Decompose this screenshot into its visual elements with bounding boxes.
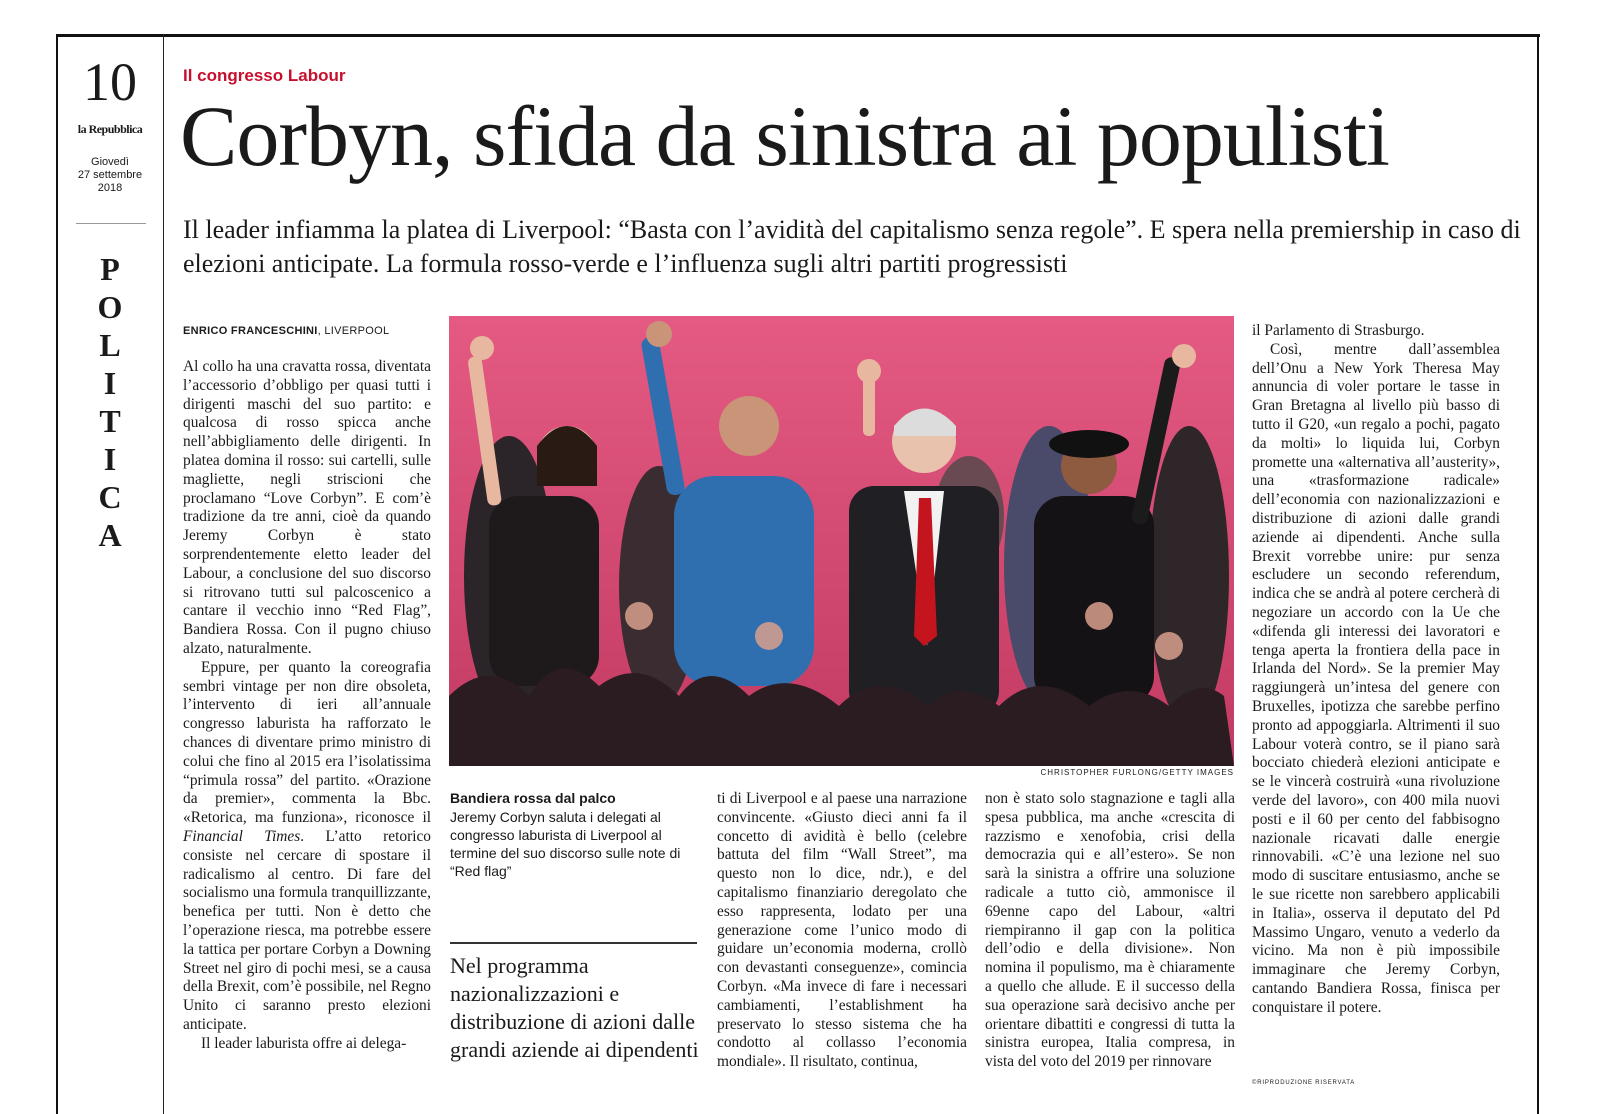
left-border	[56, 34, 58, 1114]
article-paragraph	[183, 659, 431, 1035]
article-text: . L’atto retorico consiste nel cercare di spostare il radicalismo al centro. Di fare del socialismo una formula tranquillizzante, benefica per tutti. Non è detto che l’operazione riesca, ma potrebbe essere la tattica per portare Corbyn a Downing Street nel giro di pochi mesi, se a causa della Brexit, com’è possibile, nel Regno Unito ci saranno presto elezioni anticipate.	[183, 827, 431, 1033]
section-letter: I	[103, 365, 117, 401]
article-column-3	[717, 790, 967, 1072]
article-italic-text: Financial Times	[183, 827, 301, 845]
article-column-1	[183, 358, 431, 1053]
pullquote-rule	[450, 942, 697, 944]
right-border	[1537, 34, 1539, 1114]
page-number: 10	[83, 52, 137, 112]
article-paragraph: ti di Liverpool e al paese una narrazione convincente. «Giusto dieci anni fa il concetto di avidità è bello (celebre battuta del film “Wall Street”, ma questo non lo dice, ndr.), e del capitalismo finanziario deregolato che esso rappresenta, lodato per una generazione come l’unico modo di guidare un’economia moderna, crollò con devastanti conseguenze», comincia Corbyn. «Ma invece di fare i necessari cambiamenti, l’establishment ha preservato lo stesso sistema che ha condotto al collasso l’economia mondiale». Il risultato, continua,	[717, 790, 967, 1071]
byline-author: ENRICO FRANCESCHINI	[183, 325, 318, 337]
headline: Corbyn, sfida da sinistra ai populisti	[180, 88, 1389, 184]
byline-location: , LIVERPOOL	[317, 325, 390, 337]
rail-separator	[76, 223, 146, 224]
article-paragraph: non è stato solo stagnazione e tagli alla spesa pubblica, ma anche «crescita di razzismo e xenofobia, crisi della democrazia qui e all’estero». Se non sarà la sinistra a offrire una soluzione radicale a tutto ciò, ammonisce il 69enne capo del Labour, «altri riempiranno il gap con la politica dell’odio e della divisione». Non nomina il populismo, ma è chiaramente a quello che allude. E il successo della sua operazione sarà decisivo anche per orientare dibattiti e congressi di tutta la sinistra europea, Italia compresa, in vista del voto del 2019 per rinnovare	[985, 790, 1235, 1071]
rail-divider	[163, 34, 164, 1114]
article-text: Eppure, per quanto la coreografia sembri vintage per non dire obsoleta, l’intervento di ieri all’annuale congresso laburista ha rafforzato le chances di diventare primo ministro di colui che fino al 2015 era l’isolatissima “primula rossa” del partito. «Orazione da premier», commenta la Bbc. «Retorica, ma funziona», riconosce il	[183, 658, 431, 827]
section-letter: O	[97, 289, 123, 325]
article-paragraph: Così, mentre dall’assemblea dell’Onu a New York Theresa May annuncia di voler portare le tasse in Gran Bretagna al livello più basso di tutto il G20, «un regalo a pochi, pagato da molti» lo liquida lui, Corbyn promette una «alternativa all’austerity», una «trasformazione radicale» dell’economia con nazionalizzazioni e distribuzione di azioni dalle grandi aziende ai dipendenti. Anche sulla Brexit vorrebbe unire: pur senza escludere un secondo referendum, indica che se andrà al potere cercherà di negoziare un accordo con la Ue che «difenda gli interessi dei lavoratori e tenga aperta la frontiera della pace in Irlanda del Nord». Se la premier May raggiungerà un’intesa del genere con Bruxelles, ipotizza che sarebbe perfino pronto ad appoggiarla. Altrimenti il suo Labour voterà contro, se il piano sarà bocciato chiederà elezioni anticipate e se le vincerà costruirà «una rivoluzione verde del lavoro», con 400 mila nuovi posti e il 60 per cento del fabbisogno nazionale ricavati dalle energie rinnovabili. «C’è una lezione nel suo modo di suscitare entusiasmo, anche se le sue ricette non sarebbero applicabili in Italia», osserva il deputato del Pd Massimo Ungaro, venuto a vederlo da vicino. Ma non è più impossibile immaginare che Jeremy Corbyn, cantando Bandiera Rossa, finisca per conquistare il potere.	[1252, 340, 1500, 1016]
crowd-photo-illustration	[449, 316, 1234, 766]
weekday: Giovedì	[91, 156, 129, 168]
section-letter: L	[99, 327, 121, 363]
date: 27 settembre	[77, 169, 143, 181]
caption-title: Bandiera rossa dal palco	[450, 790, 616, 806]
photo-credit: CHRISTOPHER FURLONG/GETTY IMAGES	[1040, 768, 1234, 777]
section-letter: I	[103, 441, 117, 477]
caption-text: Jeremy Corbyn saluta i delegati al congresso laburista di Liverpool al termine del suo discorso sulle note di “Red flag”	[450, 809, 681, 879]
copyright-notice: ©RIPRODUZIONE RISERVATA	[1252, 1080, 1356, 1086]
article-paragraph: Al collo ha una cravatta rossa, diventata l’accessorio d’obbligo per quasi tutti i dirigenti maschi del suo partito: e qualcosa di rosso spicca anche nell’abbigliamento delle dirigenti. In platea domina il rosso: sui cartelli, sulle magliette, negli striscioni che proclamano “Love Corbyn”. E com’è tradizione da tre anni, cioè da quando Jeremy Corbyn è stato sorprendentemente eletto leader del Labour, a conclusione del suo discorso si ritrovano tutti sul palcoscenico a cantare il vecchio inno “Red Flag”, Bandiera Rossa. Con il pugno chiuso alzato, naturalmente.	[183, 358, 431, 657]
masthead: la Repubblica	[77, 122, 143, 136]
section-letter: C	[98, 479, 122, 515]
article-paragraph: il Parlamento di Strasburgo.	[1252, 322, 1425, 339]
section-letter: P	[100, 251, 120, 287]
article-column-4	[985, 790, 1235, 1072]
byline	[183, 325, 433, 337]
section-letter: T	[99, 403, 121, 439]
article-paragraph: Il leader laburista offre ai delega-	[201, 1034, 407, 1052]
top-rule	[56, 34, 1540, 37]
pullquote: Nel programma nazionalizzazioni e distribuzione di azioni dalle grandi aziende ai dipendenti	[450, 953, 699, 1062]
kicker: Il congresso Labour	[183, 66, 346, 85]
year: 2018	[97, 182, 123, 194]
section-letter: A	[98, 517, 122, 553]
subhead: Il leader infiamma la platea di Liverpool: “Basta con l’avidità del capitalismo senza regole”. E spera nella premiership in caso di elezioni anticipate. La formula rosso-verde e l’influenza sugli altri partiti progressisti	[183, 215, 1521, 278]
article-column-5	[1252, 322, 1500, 1017]
news-photo	[449, 316, 1234, 766]
